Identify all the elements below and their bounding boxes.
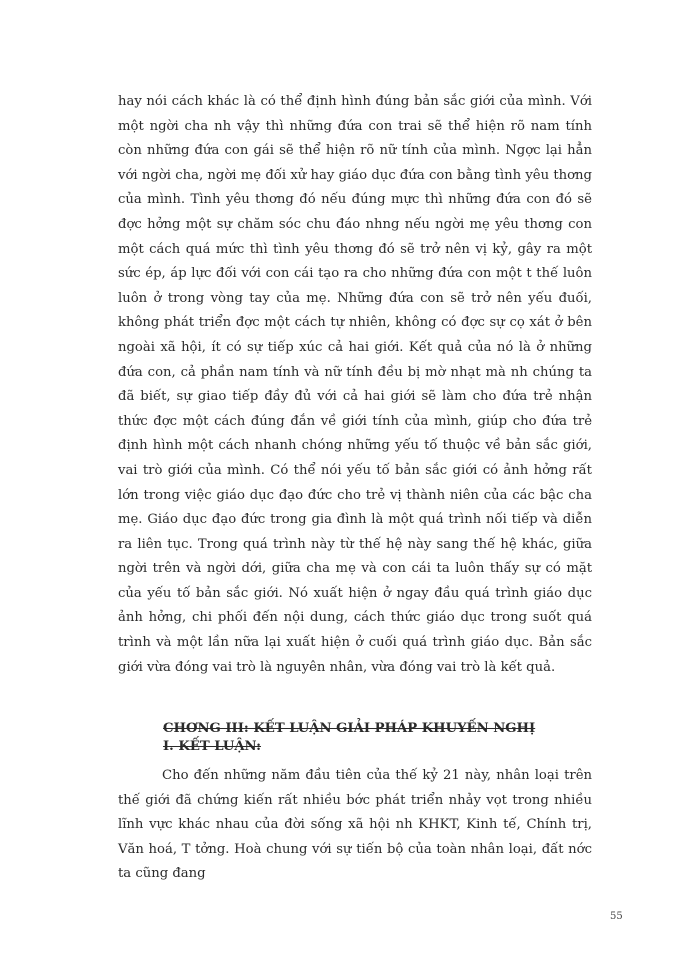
body-paragraph: hay nói cách khác là có thể định hình đúng bản sắc giới của mình. Với một ngời cha nh vậy thì những đứa con trai sẽ thể hiện rõ nam tính còn những đứa con gái sẽ thể hiện rõ nữ tính của mình. Ngợc lại hẳn với ngời cha, ngời mẹ đối xử hay giáo dục đứa con bằng tình yêu thơng của mình. Tình yêu thơng đó nếu đúng mực thì những đứa con đó sẽ đợc hởng một sự chăm sóc chu đáo nhng nếu ngời mẹ yêu thơng con một cách quá mức thì tình yêu thơng đó sẽ trở nên vị kỷ, gây ra một sức ép, áp lực đối với con cái tạo ra cho những đứa con một t thế luôn luôn ở trong vòng tay của mẹ. Những đứa con sẽ trở nên yếu đuối, không phát triển đợc một cách tự nhiên, không có đợc sự cọ xát ở bên ngoài xã hội, ít có sự tiếp xúc cả hai giới. Kết quả của nó là ở những đứa con, cả phần nam tính và nữ tính đều bị mờ nhạt mà nh chúng ta đã biết, sự giao tiếp đầy đủ với cả hai giới sẽ làm cho đứa trẻ nhận thức đợc một cách đúng đắn về giới tính của mình, giúp cho đứa trẻ định hình một cách nhanh chóng những yếu tố thuộc về bản sắc giới, vai trò giới của mình. Có thể nói yếu tố bản sắc giới có ảnh hởng rất lớn trong việc giáo dục đạo đức cho trẻ vị thành niên của các bậc cha mẹ. Giáo dục đạo đức trong gia đình là một quá trình nối tiếp và diễn ra liên tục. Trong quá trình này từ thế hệ này sang thế hệ khác, giữa ngời trên và ngời dới, giữa cha mẹ và con cái ta luôn thấy sự có mặt của yếu tố bản sắc giới. Nó xuất hiện ở ngay đầu quá trình giáo dục ảnh hởng, chi phối đến nội dung, cách thức giáo dục trong suốt quá trình và một lần nữa lại xuất hiện ở cuối quá trình giáo dục. Bản sắc giới vừa đóng vai trò là nguyên nhân, vừa đóng vai trò là kết quả. [118,94,592,675]
conclusion-paragraph: Cho đến những năm đầu tiên của thế kỷ 21 này, nhân loại trên thế giới đã chứng kiến rất nhiều bớc phát triển nhảy vọt trong nhiều lĩnh vực khác nhau của đời sống xã hội nh KHKT, Kinh tế, Chính trị, Văn hoá, T tởng. Hoà chung với sự tiến bộ của toàn nhân loại, đất nớc ta cũng đang [118,768,592,882]
chapter-heading-block [163,720,603,756]
chapter-heading: CHƠNG III: KẾT LUẬN GIẢI PHÁP KHUYẾN NGHỊ [163,721,536,736]
section-heading: I. KẾT LUẬN: [163,739,262,754]
page-number: 55 [610,911,623,922]
